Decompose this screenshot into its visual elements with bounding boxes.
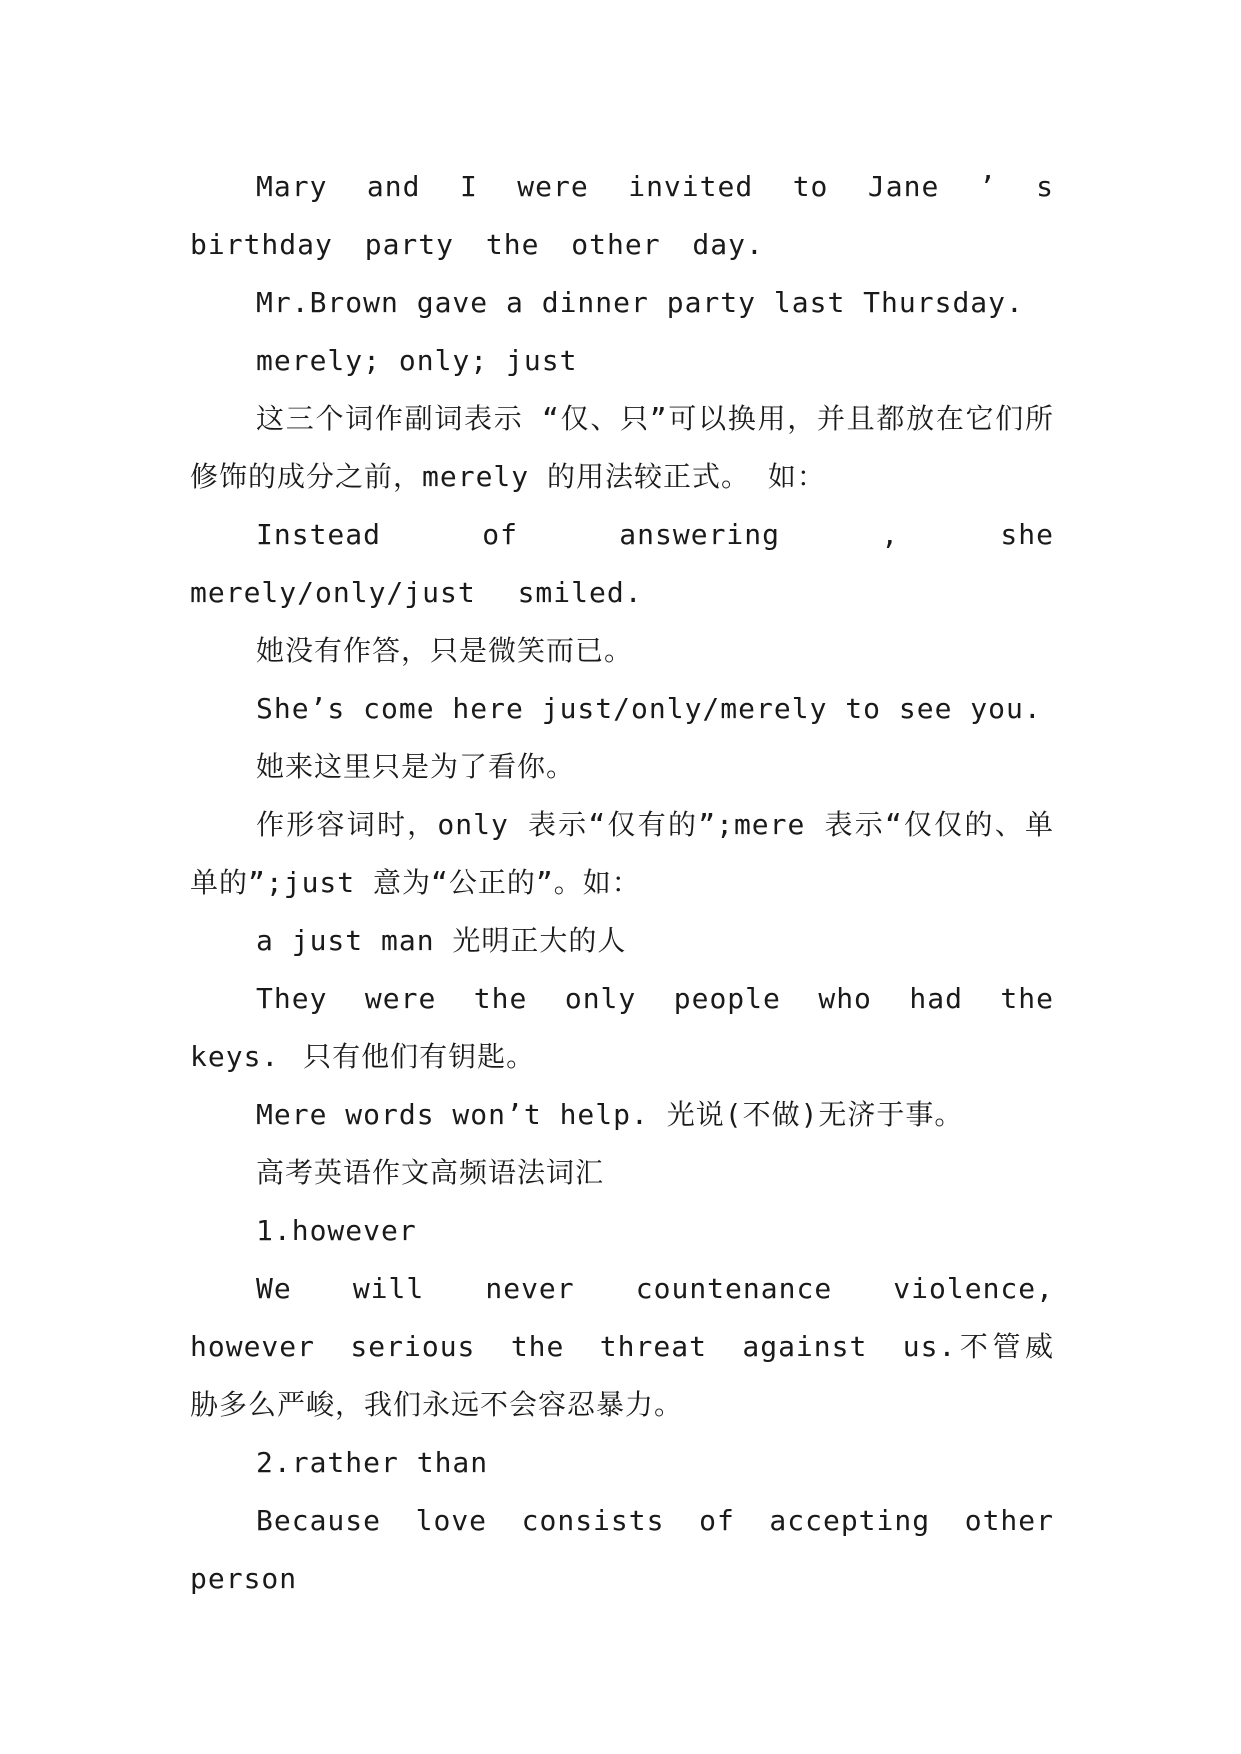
section-heading: 高考英语作文高频语法词汇 — [256, 1156, 605, 1189]
paragraph-12: Mere words won’t help. 光说(不做)无济于事。 — [256, 1098, 964, 1131]
document-body — [190, 158, 1054, 1608]
paragraph-8: 她来这里只是为了看你。 — [256, 750, 576, 783]
list-item-rather-than: 2.rather than — [256, 1446, 489, 1479]
paragraph-10: a just man 光明正大的人 — [256, 924, 627, 957]
paragraph-17: Because love consists of accepting other person — [190, 1504, 1054, 1595]
paragraph-5: Instead of answering , she merely/only/just smiled. — [190, 518, 1054, 609]
paragraph-11: They were the only people who had the keys. 只有他们有钥匙。 — [190, 982, 1054, 1073]
paragraph-3: merely; only; just — [256, 344, 578, 377]
paragraph-7: She’s come here just/only/merely to see you. — [256, 692, 1042, 725]
paragraph-6: 她没有作答，只是微笑而已。 — [256, 634, 634, 667]
paragraph-1: Mary and I were invited to Jane ’ s birthday party the other day. — [190, 170, 1054, 261]
paragraph-2: Mr.Brown gave a dinner party last Thursday. — [256, 286, 1024, 319]
paragraph-9: 作形容词时，only 表示“仅有的”;mere 表示“仅仅的、单单的”;just 意为“公正的”。如： — [190, 808, 1054, 899]
paragraph-15: We will never countenance violence, however serious the threat against us.不管威胁多么严峻，我们永远不会容忍暴力。 — [190, 1272, 1054, 1421]
paragraph-4: 这三个词作副词表示 “仅、只”可以换用，并且都放在它们所修饰的成分之前，merely 的用法较正式。 如： — [190, 402, 1054, 493]
list-item-however: 1.however — [256, 1214, 417, 1247]
